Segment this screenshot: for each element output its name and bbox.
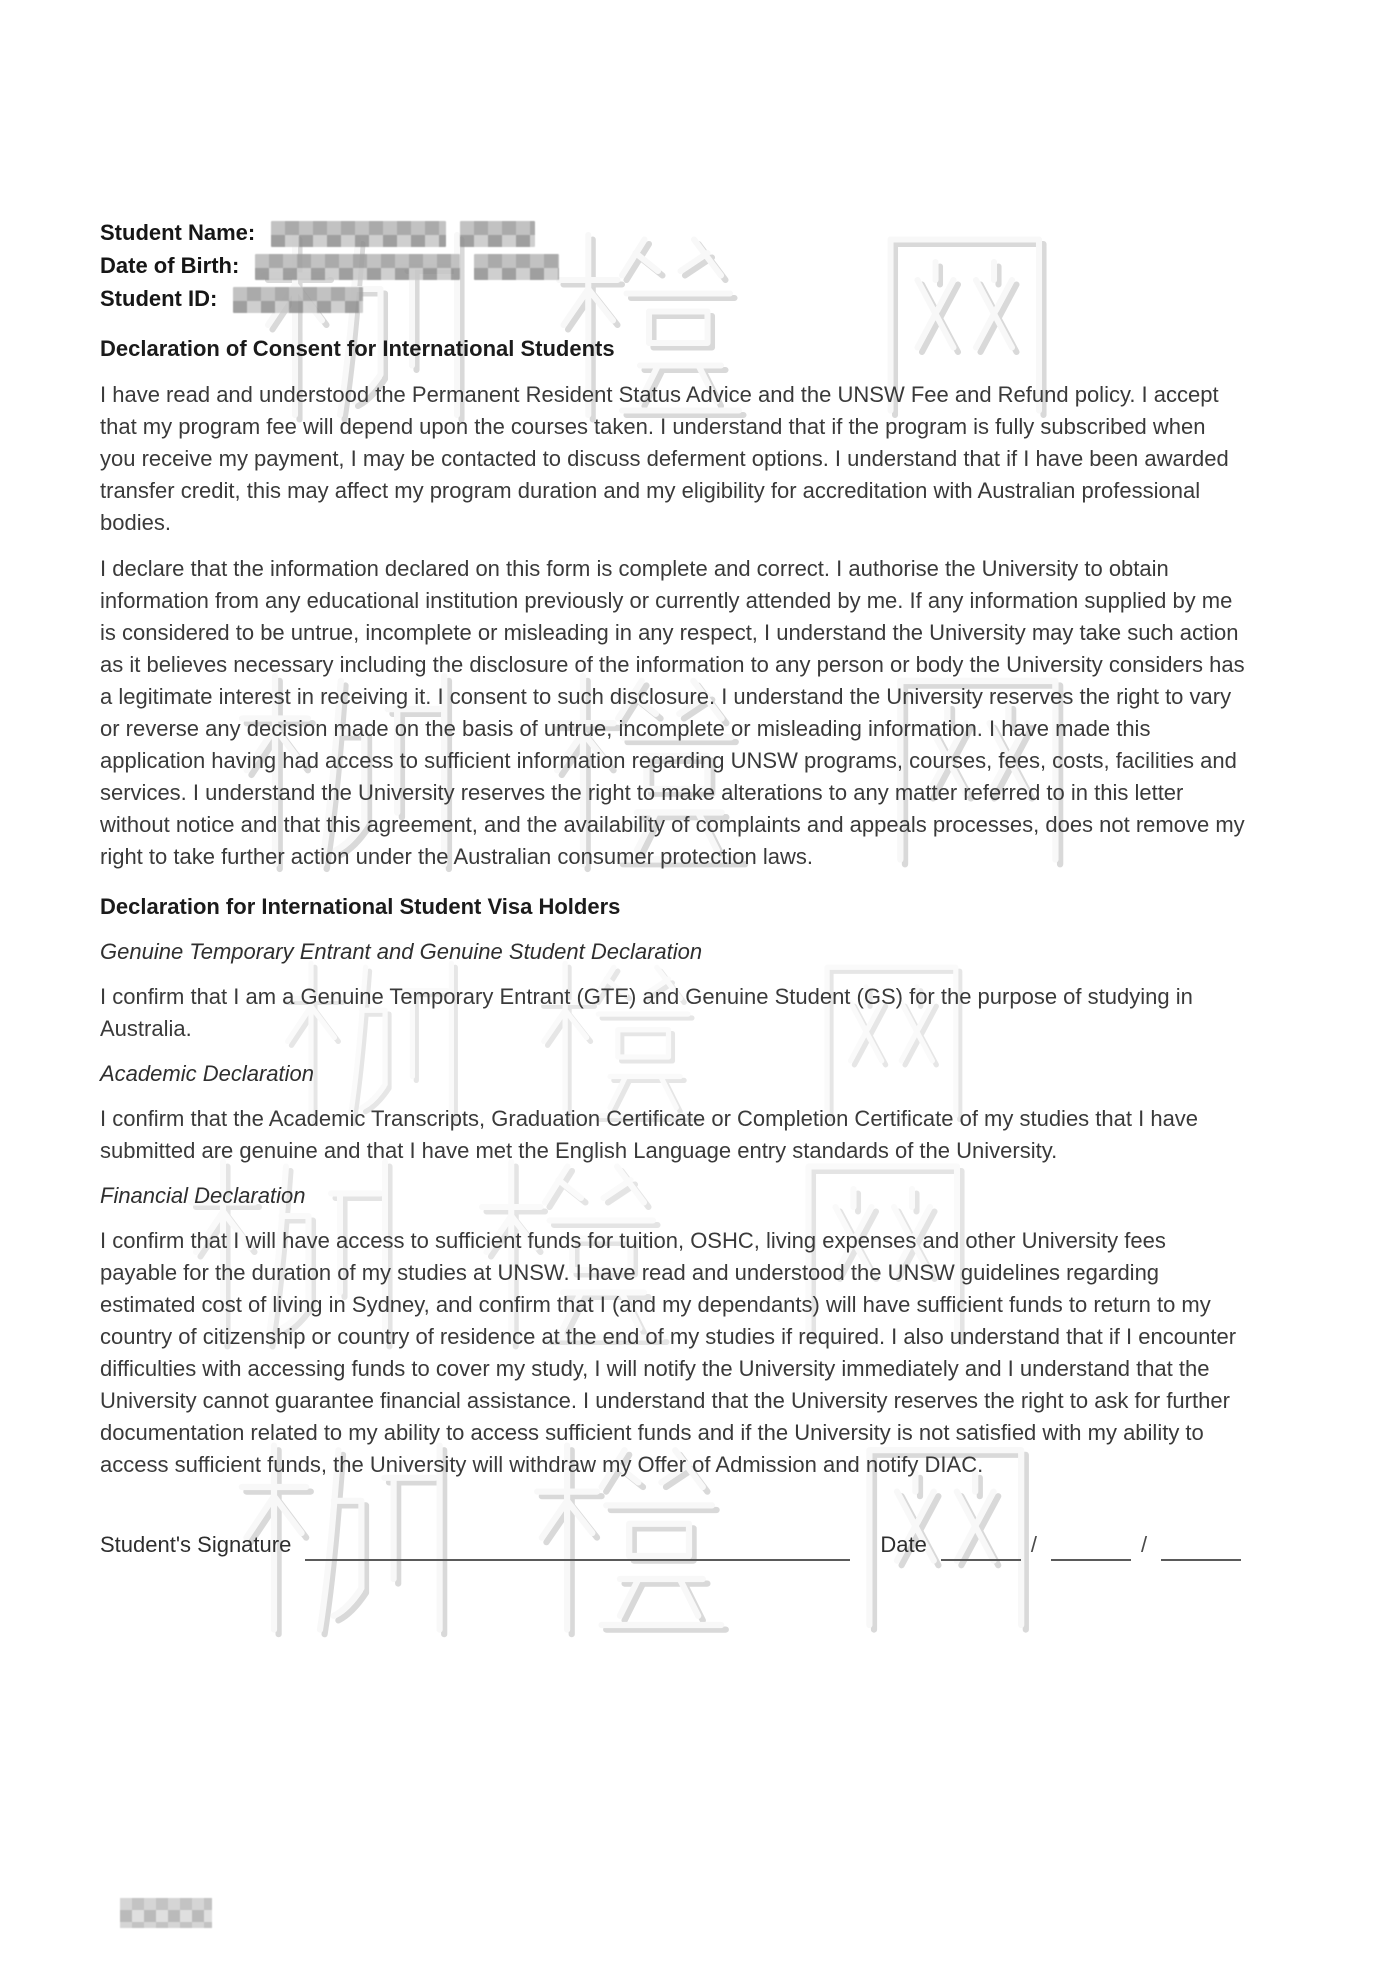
student-id-line [100,282,1246,315]
dob-line [100,249,1246,282]
student-id-label: Student ID: [100,286,218,311]
date-label: Date [880,1532,927,1557]
academic-paragraph: I confirm that the Academic Transcripts, Graduation Certificate or Completion Certificate of my studies that I have submitted are genuine and that I have met the English Language entry standards of the University. [100,1106,1199,1163]
student-name-label: Student Name: [100,220,256,245]
dob-redacted [474,254,559,280]
financial-subheading: Financial Declaration [100,1183,306,1208]
footer-redacted [120,1898,212,1928]
signature-label: Student's Signature [100,1532,292,1557]
consent-paragraph-2: I declare that the information declared on this form is complete and correct. I authorise the University to obtain information from any educational institution previously or currently attended by me. If any information supplied by me is considered to be untrue, incomplete or misleading in any respect, I understand the University may take such action as it believes necessary including the disclosure of the information to any person or body the University considers has a legitimate interest in receiving it. I consent to such disclosure. I understand the University reserves the right to vary or reverse any decision made on the basis of untrue, incomplete or misleading information. I have made this application having had access to sufficient information regarding UNSW programs, courses, fees, costs, facilities and services. I understand the University reserves the right to make alterations to any matter referred to in this letter without notice and that this agreement, and the availability of complaints and appeals processes, does not remove my right to take further action under the Australian consumer protection laws. [100,556,1245,869]
date-separator: / [1140,1532,1148,1557]
dob-redacted [255,254,460,280]
signature-line [305,1533,850,1561]
date-month-line [1051,1533,1131,1561]
student-name-redacted [460,221,535,247]
student-name-line [100,216,1246,249]
student-name-redacted [271,221,446,247]
gte-subheading: Genuine Temporary Entrant and Genuine Student Declaration [100,939,703,964]
gte-paragraph: I confirm that I am a Genuine Temporary Entrant (GTE) and Genuine Student (GS) for the purpose of studying in Australia. [100,984,1193,1041]
date-separator: / [1030,1532,1037,1557]
consent-paragraph-1: I have read and understood the Permanent Resident Status Advice and the UNSW Fee and Refund policy. I accept that my program fee will depend upon the courses taken. I understand that if the program is fully subscribed when you receive my payment, I may be contacted to discuss deferment options. I understand that if I have been awarded transfer credit, this may affect my program duration and my eligibility for accreditation with Australian professional bodies. [100,382,1229,535]
consent-heading: Declaration of Consent for International Students [100,336,615,361]
date-year-line [1161,1533,1241,1561]
dob-label: Date of Birth: [100,253,240,278]
signature-row [100,1529,1246,1561]
student-id-redacted [233,287,363,313]
academic-subheading: Academic Declaration [100,1061,314,1086]
visa-heading: Declaration for International Student Visa Holders [100,894,621,919]
financial-paragraph: I confirm that I will have access to sufficient funds for tuition, OSHC, living expenses and other University fees payable for the duration of my studies at UNSW. I have read and understood the UNSW guidelines regarding estimated cost of living in Sydney, and confirm that I (and my dependants) will have sufficient funds to return to my country of citizenship or country of residence at the end of my studies if required. I also understand that if I encounter difficulties with accessing funds to cover my study, I will notify the University immediately and I understand that the University cannot guarantee financial assistance. I understand that the University reserves the right to ask for further documentation related to my ability to access sufficient funds and if the University is not satisfied with my ability to access sufficient funds, the University will withdraw my Offer of Admission and notify DIAC. [100,1228,1237,1477]
date-day-line [941,1533,1021,1561]
